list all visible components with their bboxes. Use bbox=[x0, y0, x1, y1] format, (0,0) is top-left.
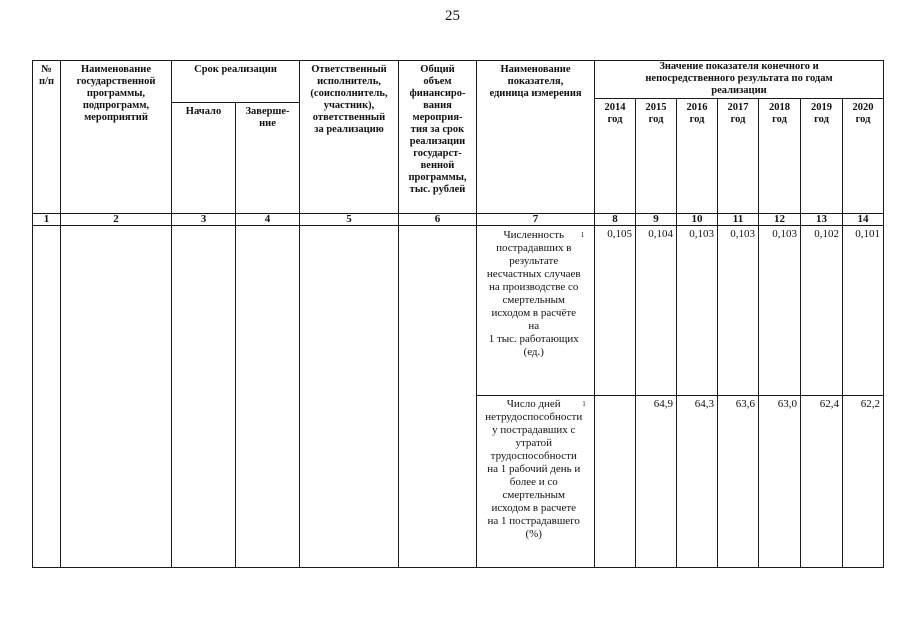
header-end: Заверше- ние bbox=[245, 106, 290, 129]
indicator-name-row-2 bbox=[477, 398, 594, 566]
vline-3 bbox=[235, 102, 236, 568]
value-2014-row-2 bbox=[595, 398, 635, 412]
column-number-5: 5 bbox=[346, 213, 352, 225]
column-number-9: 9 bbox=[653, 213, 659, 225]
header-year-2014: 2014 год bbox=[604, 102, 626, 125]
indicator-text: Число дней нетрудоспособности у пострадавших с утратой трудоспособности на 1 рабочий день и более и со смертельным исходом в расчете на 1 пострадавшего (%) bbox=[485, 398, 583, 540]
header-term-group: Срок реализации bbox=[194, 64, 277, 75]
column-number-2: 2 bbox=[113, 213, 119, 225]
vline-11 bbox=[758, 98, 759, 568]
value-2015-row-2: 64,9 bbox=[653, 398, 673, 410]
vline-10 bbox=[717, 98, 718, 568]
page-number: 25 bbox=[445, 8, 460, 24]
header-year-2015: 2015 год bbox=[645, 102, 667, 125]
column-number-3: 3 bbox=[200, 213, 207, 225]
column-number-1: 1 bbox=[43, 213, 50, 225]
column-number-11: 11 bbox=[732, 213, 744, 225]
column-number-14: 14 bbox=[857, 213, 869, 225]
value-2019-row-1: 0,102 bbox=[814, 228, 839, 240]
header-program-name: Наименование государственной программы, подпрограмм, мероприятий bbox=[76, 64, 156, 123]
value-2014-row-1: 0,105 bbox=[607, 228, 632, 240]
column-number-6: 6 bbox=[434, 213, 441, 225]
footnote-marker: 1 bbox=[582, 400, 586, 408]
vline-7 bbox=[594, 60, 595, 568]
table-border-right bbox=[883, 60, 884, 568]
vline-12 bbox=[800, 98, 801, 568]
header-year-2016: 2016 год bbox=[686, 102, 708, 125]
header-financing: Общий объем финансиро- вания мероприя- тия за срок реализации государст- венной программы, тыс. рублей bbox=[408, 64, 467, 195]
vline-9 bbox=[676, 98, 677, 568]
header-number: № п/п bbox=[38, 64, 55, 87]
header-year-2018: 2018 год bbox=[769, 102, 790, 125]
vline-13 bbox=[842, 98, 843, 568]
column-number-13: 13 bbox=[816, 213, 827, 225]
header-year-2019: 2019 год bbox=[811, 102, 832, 125]
header-start: Начало bbox=[185, 106, 222, 117]
column-number-12: 12 bbox=[774, 213, 785, 225]
value-2020-row-1: 0,101 bbox=[855, 228, 880, 240]
value-2018-row-2: 63,0 bbox=[777, 398, 797, 410]
value-2016-row-1: 0,103 bbox=[689, 228, 714, 240]
header-responsible: Ответственный исполнитель, (соисполнитель, участник), ответственный за реализацию bbox=[310, 64, 388, 135]
value-2016-row-2: 64,3 bbox=[694, 398, 714, 410]
indicator-name-row-1 bbox=[477, 229, 594, 389]
indicator-text: Численность пострадавших в результате несчастных случаев на производстве со смертельным исходом в расчёте на 1 тыс. работающих (ед.) bbox=[486, 229, 581, 358]
years-subheader-line bbox=[594, 98, 884, 99]
value-2018-row-1: 0,103 bbox=[772, 228, 797, 240]
column-number-7: 7 bbox=[532, 213, 539, 225]
header-year-2017: 2017 год bbox=[727, 102, 749, 125]
header-year-2020: 2020 год bbox=[852, 102, 874, 125]
vline-8 bbox=[635, 98, 636, 568]
table-border-bottom bbox=[32, 567, 884, 568]
header-indicator-name: Наименование показателя, единица измерения bbox=[489, 64, 582, 99]
vline-2 bbox=[171, 60, 172, 568]
row-separator bbox=[476, 395, 884, 396]
footnote-marker: 1 bbox=[580, 231, 585, 239]
column-number-4: 4 bbox=[264, 213, 271, 225]
column-number-8: 8 bbox=[612, 213, 618, 225]
table-border-left bbox=[32, 60, 33, 568]
value-2020-row-2: 62,2 bbox=[860, 398, 880, 410]
column-number-10: 10 bbox=[691, 213, 703, 225]
header-values-group: Значение показателя конечного и непосредственного результата по годам реализации bbox=[645, 61, 833, 96]
value-2015-row-1: 0,104 bbox=[648, 228, 673, 240]
value-2019-row-2: 62,4 bbox=[819, 398, 839, 410]
value-2017-row-2: 63,6 bbox=[735, 398, 755, 410]
colnum-bottom-line bbox=[32, 225, 884, 226]
value-2017-row-1: 0,103 bbox=[730, 228, 755, 240]
